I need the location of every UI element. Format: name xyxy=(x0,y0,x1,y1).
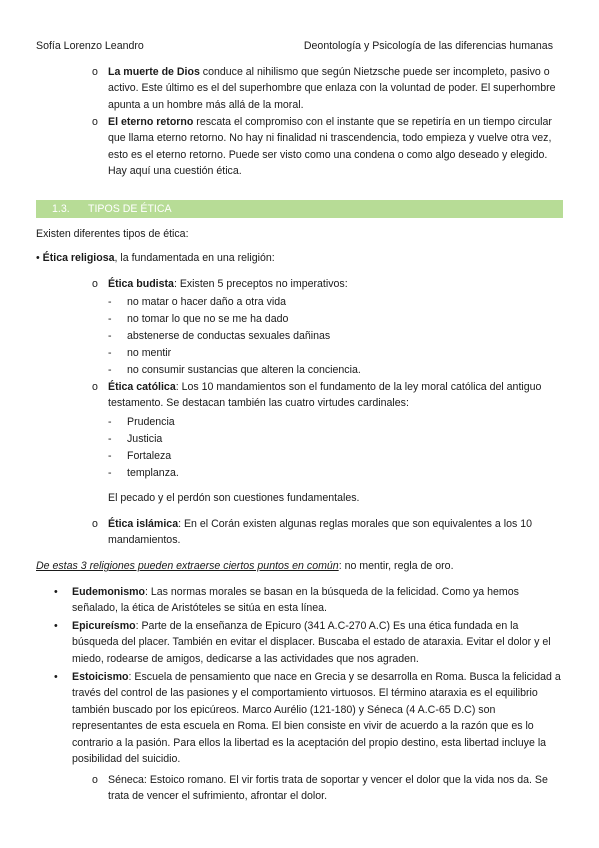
item-text: : Existen 5 preceptos no imperativos: xyxy=(173,278,348,290)
common-points-line xyxy=(36,558,454,574)
term-etica-catolica: Ética católica xyxy=(108,381,176,393)
circle-bullet-icon: o xyxy=(92,774,98,786)
item-text: : Parte de la enseñanza de Epicuro (341 A.C-270 A.C) Es una ética fundada en la búsqueda del placer. También en evitar el displacer. Buscaba el estado de ataraxia. Evitar el dolor y el miedo, rodearse de amigos, dedicarse a las actividades que nos agraden. xyxy=(72,620,551,665)
virtue-item: Fortaleza xyxy=(127,450,172,462)
dash-bullet-icon: - xyxy=(108,364,112,376)
dash-bullet-icon: - xyxy=(108,467,112,479)
dash-bullet-icon: - xyxy=(108,433,112,445)
circle-bullet-icon: o xyxy=(92,518,98,530)
item-text: : En el Corán existen algunas reglas morales que son equivalentes a los 10 mandamientos. xyxy=(108,518,533,547)
term-etica-religiosa: Ética religiosa xyxy=(42,252,115,264)
precept-item: no mentir xyxy=(127,347,172,359)
item-text: : Los 10 mandamientos son el fundamento de la ley moral católica del antiguo testamento. Se destacan también las cuatro virtudes cardinales: xyxy=(108,381,542,410)
list-item-seneca xyxy=(92,772,568,805)
item-text: , la fundamentada en una religión: xyxy=(114,252,275,264)
header-subject: Deontología y Psicología de las diferencias humanas xyxy=(303,40,553,52)
item-text: : Escuela de pensamiento que nace en Grecia y se desarrolla en Roma. Busca la felicidad a través del control de las pasiones y el comportamiento virtuosos. El término ataraxia es el equilibrio también buscado por los epicúreos. Marco Aurélio (121-180) y Séneca (4 A.C-65 D.C) son representantes de esta escuela en Roma. El bien consiste en vivir de acuerdo a la razón que es lo contrario a la pasión. Para ellos la libertad es la aceptación del propio destino, esta libertad incluye la posibilidad del suicidio. xyxy=(72,671,561,766)
term-estoicismo: Estoicismo xyxy=(72,671,129,683)
virtue-item: templanza. xyxy=(127,467,179,479)
dash-bullet-icon: - xyxy=(108,313,112,325)
term-eterno-retorno: El eterno retorno xyxy=(108,116,194,128)
precept-item: no matar o hacer daño a otra vida xyxy=(127,296,287,308)
section-heading xyxy=(36,200,563,218)
intro-line: Existen diferentes tipos de ética: xyxy=(36,228,189,240)
term-muerte-de-dios: La muerte de Dios xyxy=(108,66,200,78)
term-etica-islamica: Ética islámica xyxy=(108,518,179,530)
term-epicureismo: Epicureísmo xyxy=(72,620,136,632)
common-points-heading: De estas 3 religiones pueden extraerse ciertos puntos en común xyxy=(36,560,339,572)
item-text: conduce al nihilismo que según Nietzsche puede ser incompleto, pasivo o activo. Este último es el del superhombre que enlaza con la voluntad de poder. El superhombre apunta a un hombre más allá de la moral. xyxy=(108,66,556,111)
dot-bullet-icon: • xyxy=(54,671,58,683)
dot-bullet-icon: • xyxy=(54,620,58,632)
header-author: Sofía Lorenzo Leandro xyxy=(36,40,144,52)
precept-item: abstenerse de conductas sexuales dañinas xyxy=(127,330,331,342)
list-item-estoicismo xyxy=(54,669,564,767)
dash-bullet-icon: - xyxy=(108,416,112,428)
dot-bullet-icon: • xyxy=(36,252,40,264)
item-text: rescata el compromiso con el instante que se repetiría en un tiempo circular que llama eterno retorno. No hay ni finalidad ni trascendencia, todo empieza y vuelve otra vez, esto es el eterno retorno. Puede ser visto como una condena o como algo deseado y elegido. Hay aquí una cuestión ética. xyxy=(108,116,552,178)
virtue-item: Justicia xyxy=(127,433,163,445)
section-title: TIPOS DE ÉTICA xyxy=(88,203,172,215)
dot-bullet-icon: • xyxy=(54,586,58,598)
list-item-eudemonismo xyxy=(54,584,564,617)
precept-item: no consumir sustancias que alteren la conciencia. xyxy=(127,364,361,376)
list-item-muerte-de-dios xyxy=(92,64,568,113)
list-item-etica-islamica xyxy=(92,516,568,549)
circle-bullet-icon: o xyxy=(92,66,98,78)
virtue-item: Prudencia xyxy=(127,416,175,428)
list-item-etica-budista xyxy=(92,276,568,292)
common-points-text: : no mentir, regla de oro. xyxy=(338,560,454,572)
term-eudemonismo: Eudemonismo xyxy=(72,586,145,598)
dash-bullet-icon: - xyxy=(108,296,112,308)
circle-bullet-icon: o xyxy=(92,278,98,290)
term-etica-budista: Ética budista xyxy=(108,278,174,290)
dash-bullet-icon: - xyxy=(108,330,112,342)
catolica-note: El pecado y el perdón son cuestiones fundamentales. xyxy=(108,492,360,504)
dash-bullet-icon: - xyxy=(108,450,112,462)
item-text: Séneca: Estoico romano. El vir fortis trata de soportar y vencer el dolor que la vida nos da. Se trata de vencer el sufrimiento, afrontar el dolor. xyxy=(108,774,548,803)
list-item-etica-religiosa xyxy=(36,250,275,266)
circle-bullet-icon: o xyxy=(92,116,98,128)
circle-bullet-icon: o xyxy=(92,381,98,393)
dash-bullet-icon: - xyxy=(108,347,112,359)
precept-item: no tomar lo que no se me ha dado xyxy=(127,313,289,325)
item-text: : Las normas morales se basan en la búsqueda de la felicidad. Como ya hemos señalado, la ética de Aristóteles se sitúa en esta línea. xyxy=(72,586,519,615)
list-item-eterno-retorno xyxy=(92,114,568,180)
list-item-epicureismo xyxy=(54,618,564,667)
list-item-etica-catolica xyxy=(92,379,568,412)
section-number: 1.3. xyxy=(52,203,70,215)
